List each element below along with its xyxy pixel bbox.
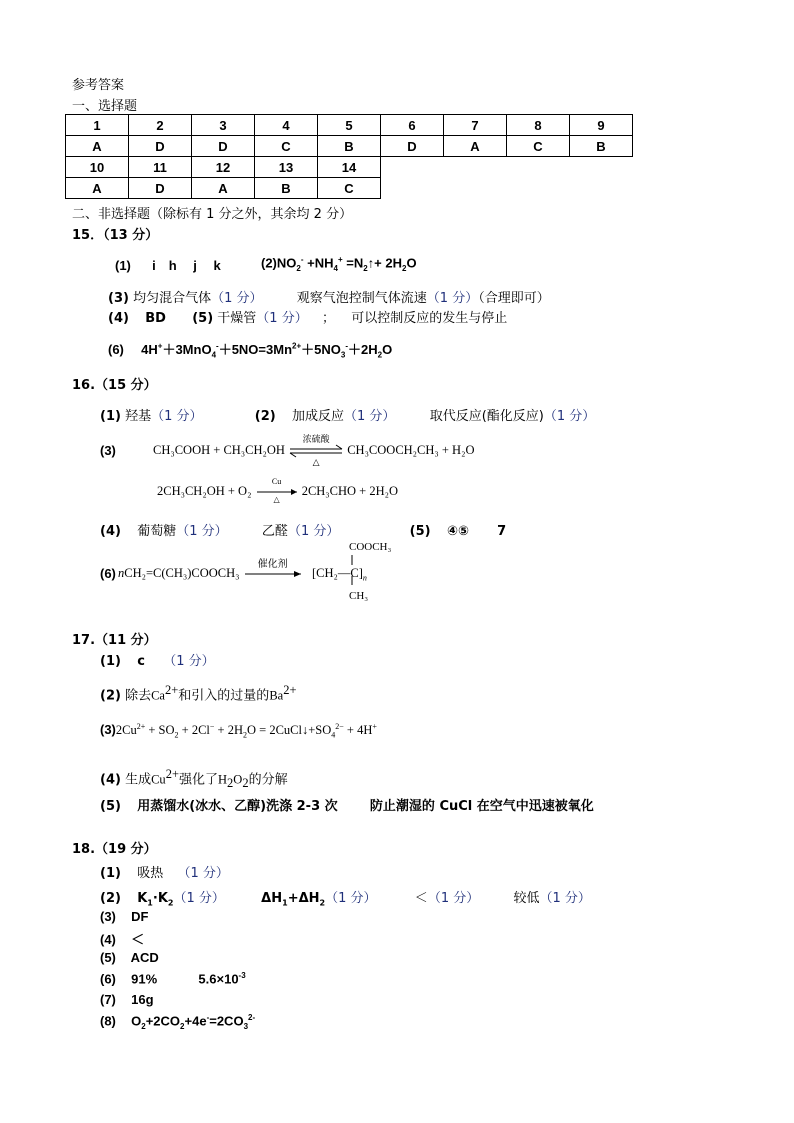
q15-part1 [115,255,221,274]
formula-part: O [382,342,393,357]
ion: Cu [151,772,166,787]
table-cell-empty [507,178,570,199]
answer-text: 葡萄糖 [137,524,177,539]
answer-text: 防止潮湿的 CuCl 在空气中迅速被氧化 [369,799,594,814]
equation-esterification [153,435,475,468]
part-number: (5) [100,950,116,965]
answer-text: 取代反应(酯化反应) [429,409,544,424]
condition-top: 催化剂 [257,559,288,571]
table-cell: 13 [255,157,318,178]
part-number: (3) [100,909,116,924]
table-cell: 7 [444,115,507,136]
answer-text: 吸热 [137,866,164,881]
table-cell-empty [570,157,633,178]
q18-part2 [100,887,591,908]
formula-part: H [218,772,228,787]
score-note: （1 分） [211,291,263,306]
part-number: (1) [100,409,121,424]
answer-text: ④⑤ [446,524,469,539]
answer-text: ＜ [131,932,145,947]
table-cell: D [129,136,192,157]
answer-text: 可以控制反应的发生与停止 [351,311,508,326]
reaction-arrow [243,559,303,581]
formula-part: ＋3MnO [162,342,212,357]
part-number: (1) [115,258,131,273]
subscript: 4 [211,350,217,360]
table-cell: 6 [381,115,444,136]
note-text: （合理即可） [478,291,550,306]
superscript: -3 [238,971,246,980]
bond-lines [350,555,354,585]
table-cell-empty [381,157,444,178]
subscript: 2 [377,350,383,360]
part-number: (6) [100,566,116,581]
bracket-left: [ [312,566,317,580]
answer-text: 7 [497,524,507,539]
table-cell: 3 [192,115,255,136]
side-group-top: COOCH₃ [349,541,392,553]
answer-text: 用蒸馏水(冰水、乙醇)洗涤 2-3 次 [137,799,338,814]
part-number: (6) [100,971,116,987]
subscript: 2 [402,263,407,273]
subscript: 2 [319,898,326,908]
question-17-title: 17.（11 分） [72,633,157,648]
table-cell: A [444,136,507,157]
superscript: - [216,341,219,351]
q18-part6 [100,971,246,986]
answer-text: ＜ [414,891,428,906]
table-cell: 8 [507,115,570,136]
subscript: 1 [282,898,288,908]
formula-part: ＋5NO=3Mn [218,342,293,357]
answer-text: 16g [131,992,154,1007]
formula-part: O = 2CuCl↓+SO [247,723,332,738]
part-number: (5) [100,799,121,814]
superscript: + [372,722,377,731]
formula-part: 2Cu [115,723,137,738]
formula-part: + 2Cl [178,723,210,738]
equilibrium-arrow-icon [288,444,344,458]
table-cell: 11 [129,157,192,178]
table-cell: D [192,136,255,157]
formula-part: NO [276,255,297,271]
score-note: （1 分） [173,891,225,906]
superscript: - [345,341,348,351]
table-cell: C [507,136,570,157]
q15-part6 [108,339,392,360]
group: C [350,566,359,580]
answer-text: 91% [131,971,158,987]
table-cell-empty [570,178,633,199]
products: CH₃COOCH₂CH₃ + H₂O [347,443,475,457]
condition-top: Cu [271,477,282,487]
part-number: (4) [100,772,121,788]
q17-part1 [100,650,215,669]
formula-part: + SO [145,723,175,738]
table-cell-empty [381,178,444,199]
table-row [66,136,633,157]
q16-part4-5 [100,520,506,539]
condition-bottom: △ [273,495,280,505]
reversible-arrow [288,435,344,468]
q17-part2 [100,683,297,703]
table-cell: 1 [66,115,129,136]
table-cell: 14 [318,157,381,178]
score-note: （1 分） [176,524,228,539]
table-cell: 12 [192,157,255,178]
table-cell: A [66,136,129,157]
subscript: 4 [333,263,338,273]
question-16-title: 16.（15 分） [72,378,157,393]
formula-part: =N [342,255,364,271]
answer-text: 强化了 [179,772,219,788]
superscript: + [157,341,163,351]
mcq-answer-table [65,114,633,199]
subscript: 2 [141,1021,146,1031]
formula-part: +2CO [145,1013,181,1029]
part-number: (3) [100,443,116,458]
score-note: （1 分） [287,524,340,539]
table-row [66,157,633,178]
coefficient: n [118,566,125,580]
products: 2CH₃CHO + 2H₂O [301,484,399,498]
answer-text: 干燥管 [217,311,257,326]
table-cell: B [255,178,318,199]
part-number: (2) [100,688,121,704]
formula-part: O [233,772,243,787]
q16-part1-2 [100,405,595,424]
part-number: (5) [409,524,431,539]
part-number: (1) [100,654,121,669]
formula-part: +ΔH [287,891,320,906]
score-note: （1 分） [539,891,591,906]
part-number: (8) [100,1013,116,1029]
part-number: (7) [100,992,116,1007]
part-number: (4) [100,932,116,947]
formula-part: K [137,891,148,906]
table-cell: B [570,136,633,157]
table-cell: D [381,136,444,157]
answer-text: 乙醛 [261,524,288,539]
condition-bottom: △ [312,457,320,468]
polymer-repeat-unit: $[CH_2—C]_n$ [312,566,367,583]
subscript: 1 [147,898,153,908]
q18-part1 [100,862,229,881]
score-note: （1 分） [427,891,480,906]
formula-part: + 2H [214,723,243,738]
question-18-title: 18.（19 分） [72,842,157,857]
part-number: (2) [100,891,121,906]
table-cell: 10 [66,157,129,178]
monomer: CH₂=C(CH₃)COOCH₃ [124,566,240,580]
subscript: 2 [296,263,301,273]
table-cell: A [192,178,255,199]
answer-text: 观察气泡控制气体流速 [296,291,427,306]
formula-part: +NH [303,255,334,271]
reaction-arrow [255,477,299,505]
answer-text: c [137,654,145,669]
answer-text: 较低 [513,891,540,906]
table-cell: B [318,136,381,157]
score-note: （1 分） [543,409,596,424]
part-number: (2) [254,409,276,424]
part-number: (3) [108,291,129,306]
superscript: - [206,1013,210,1022]
table-row [66,115,633,136]
formula-part: ↑+ 2H [367,255,402,271]
section-open-heading: 二、非选择题（除标有 1 分之外，其余均 2 分） [72,207,353,222]
table-cell-empty [444,178,507,199]
group: CH₂ [316,566,338,580]
formula-part: O [406,255,417,271]
answer-text: BD [145,311,166,326]
table-cell: D [129,178,192,199]
part-number: (1) [100,866,121,881]
answer-text: 加成反应 [292,409,345,424]
formula-part: 4H [141,342,158,357]
q17-part5 [100,795,594,814]
separator: ； [321,311,335,326]
table-cell: 5 [318,115,381,136]
degree: n [362,573,367,583]
answer-text: ACD [130,950,159,965]
subscript: 2 [174,730,179,740]
superscript: + [337,255,343,264]
formula-part: + 4H [343,723,373,738]
superscript: 2+ [164,683,179,697]
score-note: （1 分） [151,409,203,424]
page-title: 参考答案 [72,78,125,93]
table-cell: 4 [255,115,318,136]
q17-part3 [100,722,377,740]
subscript: 2 [167,898,174,908]
answer-text: 除去 [125,688,152,704]
table-row [66,178,633,199]
formula-part: 5.6×10 [198,971,239,987]
answer-text: DF [131,909,149,924]
subscript: 3 [340,350,346,360]
table-cell: C [318,178,381,199]
section-mcq-heading: 一、选择题 [72,99,138,114]
part-number: (5) [192,311,214,326]
ion: Ca [151,688,165,703]
condition-top: 浓硫酸 [302,435,330,446]
side-group-bottom: CH₃ [349,590,369,602]
answer-text: 羟基 [125,409,152,424]
part-number: (4) [100,524,121,539]
q17-part4 [100,767,288,791]
superscript: 2- [248,1013,256,1022]
superscript: - [300,255,304,264]
subscript: 2 [242,775,249,790]
q18-part7 [100,992,154,1007]
table-cell-empty [444,157,507,178]
q15-part3 [108,287,550,306]
score-note: （1 分） [177,866,229,881]
subscript: 2 [227,775,234,790]
superscript: 2− [335,722,344,731]
superscript: − [209,722,215,731]
q18-part8 [100,1013,255,1031]
formula-part: ·K [152,891,168,906]
superscript: 2+ [283,683,297,697]
answer-text: 均匀混合气体 [133,291,212,306]
right-arrow-icon [243,567,303,581]
subscript: 2 [243,730,247,740]
answer-text: i h j k [152,258,221,273]
q18-part3 [100,909,148,924]
part-number: (4) [108,311,129,326]
formula-part: ＋5NO [301,342,341,357]
formula-part: O [131,1013,142,1029]
table-cell: A [66,178,129,199]
answer-text: 和引入的过量的 [178,688,270,704]
subscript: 3 [243,1021,249,1031]
part-number: (6) [108,342,124,357]
subscript: 2 [180,1021,185,1031]
superscript: 2+ [136,722,146,731]
formula-part: ΔH [261,891,283,906]
bracket-right: ] [358,566,363,580]
q15-part4-5 [108,307,507,326]
table-cell: 2 [129,115,192,136]
q15-part2 [261,255,417,273]
formula-part: +4e [184,1013,207,1029]
formula-part: ＋2H [348,342,378,357]
formula-part: =2CO [209,1013,244,1029]
score-note: （1 分） [344,409,396,424]
answer-text: 的分解 [248,772,288,788]
equation-oxidation [157,477,399,505]
superscript: 2+ [292,341,302,351]
part-number: (3) [100,722,116,738]
table-cell: 9 [570,115,633,136]
table-cell-empty [507,157,570,178]
score-note: （1 分） [163,654,215,669]
question-15-title: 15．（13 分） [72,228,159,243]
subscript: 4 [331,730,336,740]
answer-text: 生成 [125,772,152,788]
reactants: 2CH₃CH₂OH + O₂ [157,484,252,498]
q18-part4 [100,929,144,948]
q18-part5 [100,950,159,965]
part-number: (2) [261,255,277,271]
subscript: 2 [363,263,368,273]
equation-polymerization [118,559,303,581]
reactants: CH₃COOH + CH₃CH₂OH [153,443,285,457]
ion: Ba [269,688,284,703]
score-note: （1 分） [325,891,377,906]
table-cell: C [255,136,318,157]
score-note: （1 分） [426,291,479,306]
score-note: （1 分） [256,311,308,326]
superscript: 2+ [165,767,179,781]
